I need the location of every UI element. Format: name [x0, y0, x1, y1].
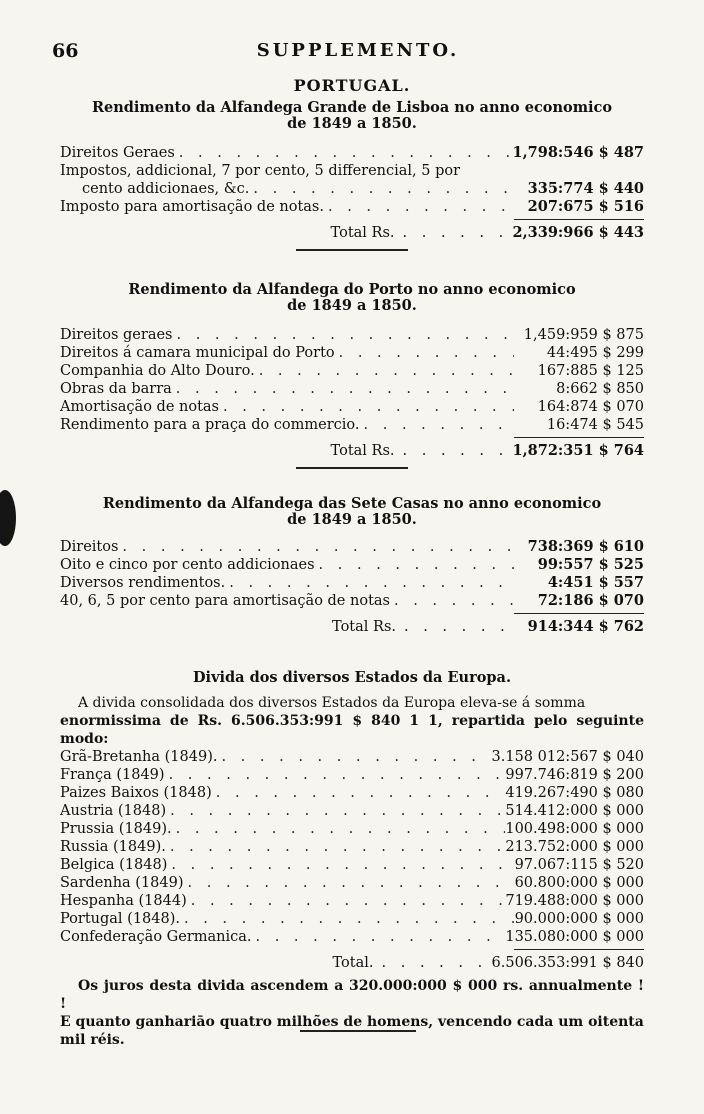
table-row: Austria (1848) . . . 514.412:000 $ 000 [60, 802, 644, 820]
sum-rule [514, 949, 644, 950]
page-header [52, 40, 664, 66]
section-divida-europa [60, 670, 644, 1049]
table-row: Companhia do Alto Douro. . . . 167:885 $ 125 [60, 362, 644, 380]
table-row: Hespanha (1844) . . . 719.488:000 $ 000 [60, 892, 644, 910]
page-number: 66 [52, 40, 79, 62]
table-row: Oito e cinco por cento addicionaes . . . 99:557 $ 525 [60, 556, 644, 574]
closing-paragraph: Os juros desta divida ascendem a 320.000:000 $ 000 rs. annualmente ! ! E quanto ganhariāo quatro milhões de homens, vencendo cada um oitenta mil réis. [60, 978, 644, 1048]
section-lisboa [60, 100, 644, 251]
section-divider [296, 467, 408, 469]
running-title: SUPPLEMENTO. [256, 40, 460, 61]
sum-rule [514, 437, 644, 438]
section-title: Divida dos diversos Estados da Europa. [192, 669, 511, 686]
end-rule [300, 1030, 416, 1032]
table-row: Direitos geraes . . . 1,459:959 $ 875 [60, 326, 644, 344]
country-heading: PORTUGAL. [293, 76, 411, 95]
section-porto [60, 282, 644, 469]
table-row: Grã-Bretanha (1849). . . . 3.158 012:567 $ 040 [60, 748, 644, 766]
section-divider [296, 249, 408, 251]
table-row: Direitos . . . 738:369 $ 610 [60, 538, 644, 556]
sum-rule [514, 219, 644, 220]
table-row: Direitos Geraes . . . 1,798:546 $ 487 [60, 144, 644, 162]
table-row: França (1849) . . . 997.746:819 $ 200 [60, 766, 644, 784]
table-row: cento addicionaes, &c. . . . 335:774 $ 440 [60, 180, 644, 198]
table-row: 40, 6, 5 por cento para amortisação de notas . . . 72:186 $ 070 [60, 592, 644, 610]
table-row: Imposto para amortisação de notas. . . . 207:675 $ 516 [60, 198, 644, 216]
table-row: Sardenha (1849) . . . 60.800:000 $ 000 [60, 874, 644, 892]
section-title: Rendimento da Alfandega do Porto no anno economico de 1849 a 1850. [128, 281, 576, 314]
table-row: Belgica (1848) . . . 97.067:115 $ 520 [60, 856, 644, 874]
section-sete-casas [60, 496, 644, 637]
total-row: Total Rs. . . . 914:344 $ 762 [60, 617, 644, 637]
table-row: Obras da barra . . . 8:662 $ 850 [60, 380, 644, 398]
table-row: Russia (1849). . . . 213.752:000 $ 000 [60, 838, 644, 856]
table-row: Portugal (1848). . . . 90.000:000 $ 000 [60, 910, 644, 928]
table-row: Prussia (1849). . . . 100.498:000 $ 000 [60, 820, 644, 838]
total-row: Total. . . . 6.506.353:991 $ 840 [60, 953, 644, 973]
table-row: Diversos rendimentos. . . . 4:451 $ 557 [60, 574, 644, 592]
ink-blot [0, 490, 16, 546]
table-row: Impostos, addicional, 7 por cento, 5 differencial, 5 por [60, 163, 461, 179]
table-row: Direitos á camara municipal do Porto . . . 44:495 $ 299 [60, 344, 644, 362]
section-title: Rendimento da Alfandega Grande de Lisboa no anno economico de 1849 a 1850. [91, 99, 613, 132]
table-row: Paizes Baixos (1848) . . . 419.267:490 $ 080 [60, 784, 644, 802]
total-row: Total Rs. . . . 1,872:351 $ 764 [60, 441, 644, 461]
intro-paragraph: A divida consolidada dos diversos Estados da Europa eleva-se á somma enormissima de Rs. 6.506.353:991 $ 840 1 1, repartida pelo seguinte modo: [60, 695, 644, 747]
table-row: Amortisação de notas . . . 164:874 $ 070 [60, 398, 644, 416]
sum-rule [514, 613, 644, 614]
total-row: Total Rs. . . . 2,339:966 $ 443 [60, 223, 644, 243]
section-title: Rendimento da Alfandega das Sete Casas no anno economico de 1849 a 1850. [102, 495, 602, 528]
table-row: Confederação Germanica. . . . 135.080:000 $ 000 [60, 928, 644, 946]
table-row: Rendimento para a praça do commercio. . . . 16:474 $ 545 [60, 416, 644, 434]
